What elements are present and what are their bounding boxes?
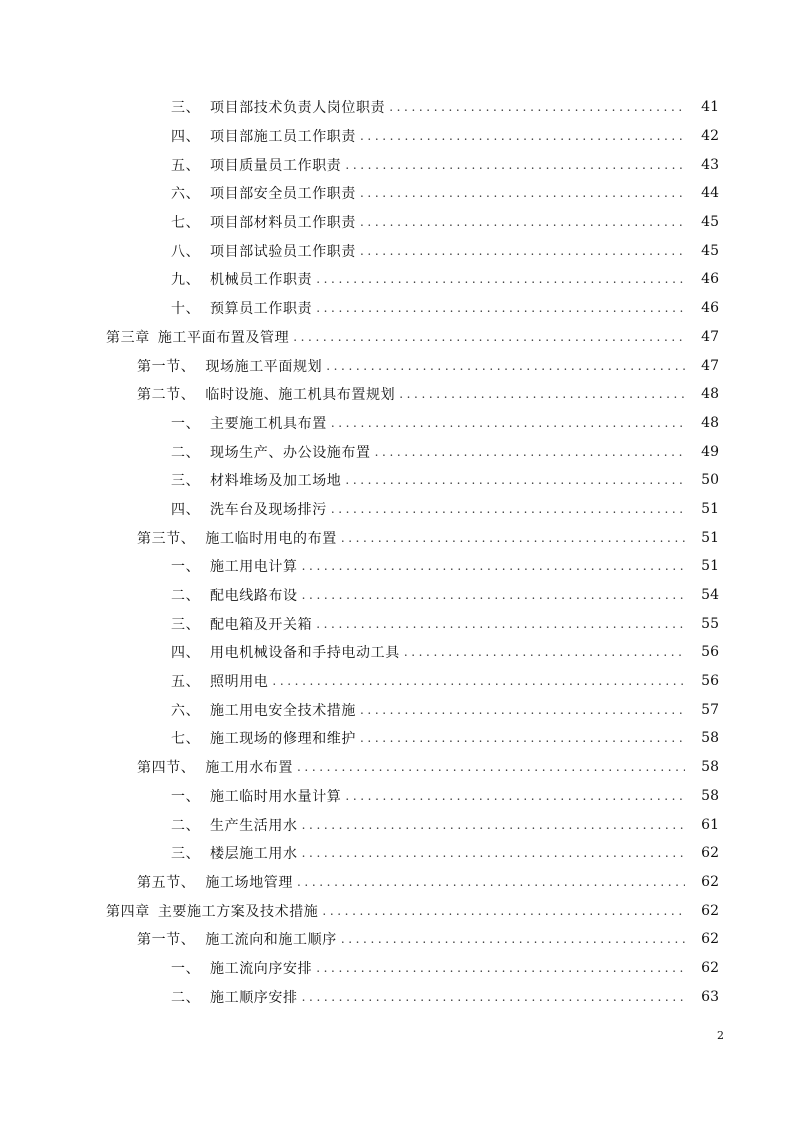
table-of-contents [0,93,794,1011]
toc-entry[interactable] [0,868,794,897]
toc-entry-title: 项目质量员工作职责 [210,157,342,174]
toc-leader-dots [302,990,685,1004]
toc-entry-page: 62 [701,902,719,919]
toc-entry-title: 项目部材料员工作职责 [210,215,356,232]
toc-entry-title: 项目部试验员工作职责 [210,243,356,260]
toc-entry[interactable] [0,409,794,438]
toc-entry-title: 施工平面布置及管理 [157,329,290,346]
toc-entry-title: 主要施工方案及技术措施 [157,903,319,920]
toc-entry-page: 45 [701,214,719,231]
toc-leader-dots [375,445,685,459]
toc-entry[interactable] [0,466,794,495]
toc-entry-number: 三、 [171,100,201,117]
toc-entry-page: 48 [701,414,719,431]
toc-entry-title: 项目部技术负责人岗位职责 [210,100,386,117]
toc-entry-number: 一、 [171,960,201,977]
toc-entry-title: 现场施工平面规划 [205,358,323,375]
toc-leader-dots [316,272,685,286]
toc-entry-page: 47 [701,357,719,374]
toc-entry-title: 现场生产、办公设施布置 [210,444,371,461]
toc-entry-number: 一、 [171,788,201,805]
toc-entry-number: 第三章 [106,329,150,346]
toc-entry[interactable] [0,294,794,323]
toc-entry[interactable] [0,208,794,237]
toc-entry[interactable] [0,179,794,208]
toc-entry-page: 44 [701,185,719,202]
toc-leader-dots [389,100,685,114]
toc-entry-page: 62 [701,845,719,862]
toc-entry-page: 41 [701,99,719,116]
toc-entry[interactable] [0,609,794,638]
toc-entry-number: 七、 [171,215,201,232]
toc-entry[interactable] [0,351,794,380]
toc-entry-page: 58 [701,787,719,804]
toc-entry-page: 56 [701,644,719,661]
toc-entry-page: 46 [701,300,719,317]
toc-entry-title: 配电线路布设 [210,588,298,605]
toc-entry[interactable] [0,753,794,782]
toc-leader-dots [272,674,685,688]
toc-entry[interactable] [0,581,794,610]
toc-entry-page: 61 [701,816,719,833]
toc-entry-page: 45 [701,242,719,259]
toc-entry-title: 机械员工作职责 [210,272,313,289]
toc-entry-title: 施工场地管理 [205,874,294,891]
toc-leader-dots [316,617,685,631]
toc-leader-dots [360,129,685,143]
toc-entry-page: 51 [701,529,719,546]
toc-leader-dots [360,215,685,229]
toc-entry[interactable] [0,925,794,954]
toc-entry-title: 施工用电计算 [210,559,298,576]
toc-entry-title: 临时设施、施工机具布置规划 [205,387,396,404]
toc-entry-page: 58 [701,730,719,747]
toc-entry[interactable] [0,150,794,179]
toc-leader-dots [316,301,685,315]
toc-entry-page: 49 [701,443,719,460]
toc-entry-page: 50 [701,472,719,489]
toc-entry-number: 第四节、 [137,760,196,777]
toc-entry[interactable] [0,93,794,122]
toc-entry-number: 三、 [171,473,201,490]
page-number: 2 [717,1029,724,1042]
toc-leader-dots [331,416,685,430]
toc-entry[interactable] [0,810,794,839]
toc-entry-title: 施工流向和施工顺序 [205,932,337,949]
toc-entry-title: 材料堆场及加工场地 [210,473,342,490]
toc-entry-page: 63 [701,988,719,1005]
toc-leader-dots [360,186,685,200]
toc-entry[interactable] [0,323,794,352]
toc-entry-page: 46 [701,271,719,288]
toc-leader-dots [399,387,685,401]
toc-entry[interactable] [0,122,794,151]
toc-entry[interactable] [0,782,794,811]
toc-entry-number: 七、 [171,731,201,748]
toc-entry-title: 施工顺序安排 [210,989,298,1006]
toc-leader-dots [360,244,685,258]
toc-entry-page: 42 [701,128,719,145]
toc-entry-page: 62 [701,931,719,948]
toc-entry-title: 生产生活用水 [210,817,298,834]
toc-leader-dots [302,818,685,832]
toc-entry-number: 六、 [171,702,201,719]
toc-entry[interactable] [0,437,794,466]
toc-entry-page: 43 [701,156,719,173]
toc-entry-number: 五、 [171,157,201,174]
toc-entry-page: 55 [701,615,719,632]
toc-entry-title: 洗车台及现场排污 [210,501,327,518]
toc-entry[interactable] [0,724,794,753]
toc-entry-number: 三、 [171,846,201,863]
toc-entry[interactable] [0,495,794,524]
toc-leader-dots [341,932,685,946]
toc-entry[interactable] [0,552,794,581]
toc-entry-page: 56 [701,673,719,690]
toc-entry-title: 施工流向序安排 [210,960,313,977]
toc-entry-page: 51 [701,500,719,517]
toc-entry-number: 第三节、 [137,530,196,547]
toc-entry-title: 施工临时用电的布置 [205,530,337,547]
toc-entry-title: 施工现场的修理和维护 [210,731,356,748]
toc-entry-number: 二、 [171,444,201,461]
toc-entry-number: 第一节、 [137,358,196,375]
toc-entry-title: 配电箱及开关箱 [210,616,313,633]
toc-entry-page: 54 [701,587,719,604]
toc-entry-page: 48 [701,386,719,403]
toc-entry-title: 项目部施工员工作职责 [210,129,356,146]
toc-entry-title: 用电机械设备和手持电动工具 [210,645,400,662]
toc-entry[interactable] [0,523,794,552]
toc-leader-dots [341,531,685,545]
toc-entry-number: 第一节、 [137,932,196,949]
toc-entry-number: 三、 [171,616,201,633]
toc-leader-dots [297,760,685,774]
toc-entry[interactable] [0,380,794,409]
toc-leader-dots [297,875,685,889]
toc-leader-dots [302,846,685,860]
toc-entry[interactable] [0,954,794,983]
toc-entry-number: 四、 [171,129,201,146]
toc-entry-page: 58 [701,759,719,776]
toc-entry-number: 四、 [171,501,201,518]
toc-entry-title: 施工用电安全技术措施 [210,702,356,719]
toc-entry-title: 主要施工机具布置 [210,415,327,432]
toc-entry[interactable] [0,667,794,696]
toc-entry-page: 57 [701,701,719,718]
toc-entry-page: 51 [701,558,719,575]
toc-leader-dots [360,731,685,745]
toc-entry[interactable] [0,265,794,294]
toc-leader-dots [345,789,685,803]
toc-entry-title: 楼层施工用水 [210,846,298,863]
toc-entry-number: 一、 [171,415,201,432]
toc-entry-page: 62 [701,873,719,890]
toc-leader-dots [331,502,685,516]
toc-entry-number: 二、 [171,989,201,1006]
toc-leader-dots [293,330,685,344]
toc-leader-dots [345,473,685,487]
toc-entry[interactable] [0,896,794,925]
toc-entry[interactable] [0,638,794,667]
toc-entry-number: 四、 [171,645,201,662]
toc-leader-dots [302,588,685,602]
toc-entry-page: 47 [701,328,719,345]
toc-entry-title: 施工临时用水量计算 [210,788,342,805]
toc-leader-dots [316,961,685,975]
toc-entry[interactable] [0,236,794,265]
toc-entry-number: 九、 [171,272,201,289]
toc-entry[interactable] [0,695,794,724]
toc-entry-title: 项目部安全员工作职责 [210,186,356,203]
toc-entry[interactable] [0,839,794,868]
toc-entry-title: 预算员工作职责 [210,301,313,318]
toc-leader-dots [404,645,685,659]
toc-entry-number: 十、 [171,301,201,318]
toc-leader-dots [345,158,685,172]
toc-entry-title: 照明用电 [210,674,269,691]
toc-leader-dots [360,703,685,717]
toc-entry-number: 六、 [171,186,201,203]
toc-leader-dots [326,359,685,373]
toc-entry[interactable] [0,982,794,1011]
toc-entry-number: 第四章 [106,903,150,920]
toc-entry-number: 八、 [171,243,201,260]
toc-leader-dots [302,559,685,573]
toc-leader-dots [322,904,685,918]
toc-entry-number: 一、 [171,559,201,576]
toc-entry-title: 施工用水布置 [205,760,294,777]
toc-entry-number: 二、 [171,817,201,834]
toc-entry-number: 二、 [171,588,201,605]
toc-entry-number: 第二节、 [137,387,196,404]
toc-entry-number: 第五节、 [137,874,196,891]
toc-entry-number: 五、 [171,674,201,691]
toc-entry-page: 62 [701,959,719,976]
